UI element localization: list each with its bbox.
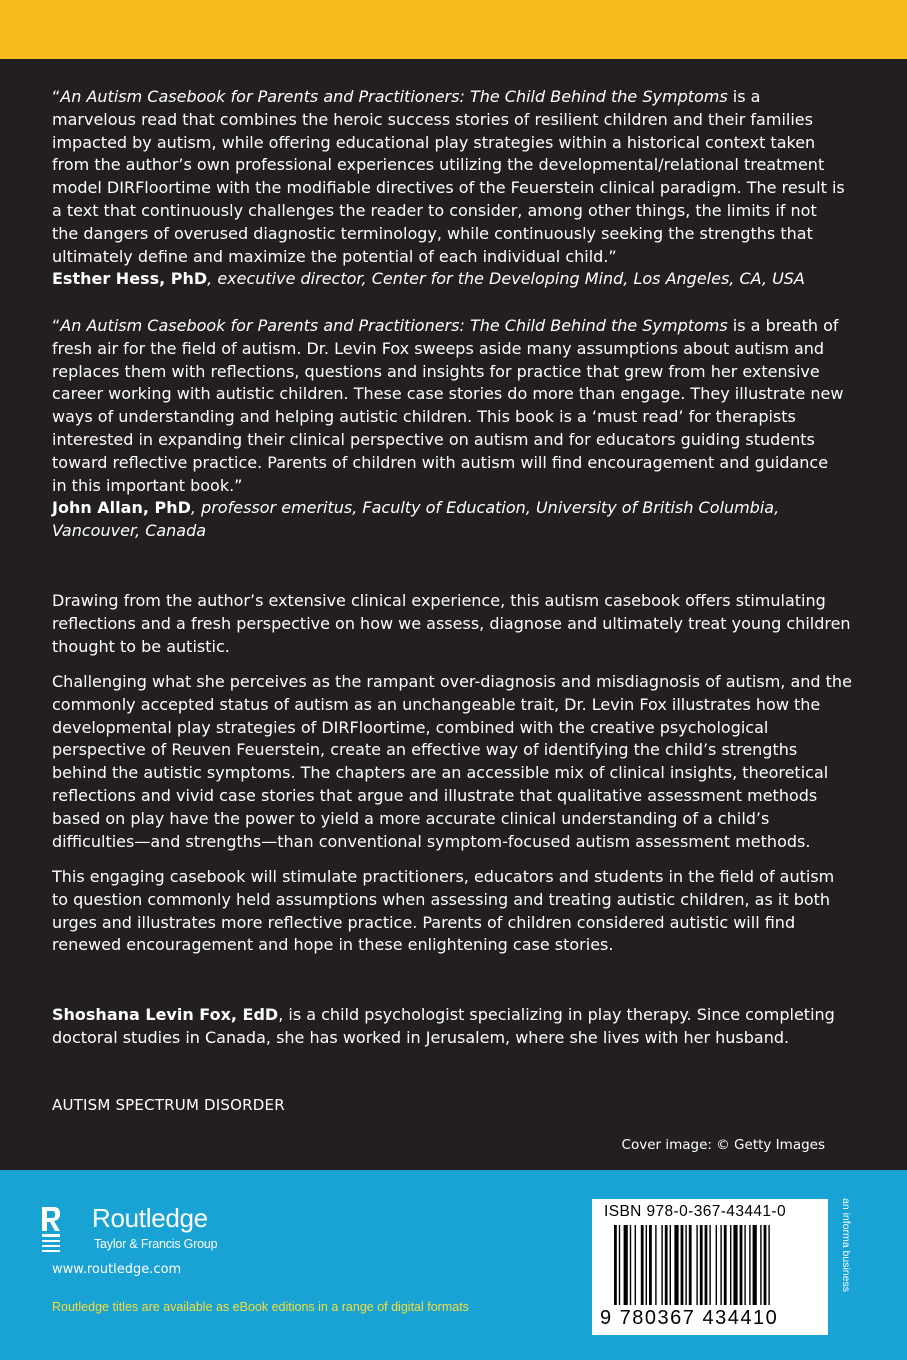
barcode-bar: [635, 1225, 636, 1305]
isbn-barcode: [592, 1199, 828, 1335]
barcode-bar: [760, 1225, 761, 1305]
publisher-group: Taylor & Francis Group: [94, 1237, 218, 1251]
barcode-bar: [764, 1225, 767, 1305]
author-bio: [52, 1004, 852, 1050]
endorsement-quote-2: [52, 315, 847, 543]
description-paragraph-3: This engaging casebook will stimulate practitioners, educators and students in the field of autism to question commonly held assumptions when assessing and treating autistic children, as it both urges and illustrates more reflective practice. Parents of children considered autistic will find renewed encouragement and hope in these enlightening case stories.: [52, 867, 835, 955]
barcode-bar: [670, 1225, 671, 1305]
barcode-bar: [681, 1225, 684, 1305]
description-paragraph-2: Challenging what she perceives as the rampant over-diagnosis and misdiagnosis of autism, and the commonly accepted status of autism as an unchangeable trait, Dr. Levin Fox illustrates how the developmental play strategies of DIRFloortime, combined with the creative psychological perspective of Reuven Feuerstein, create an effective way of identifying the child’s strengths behind the autistic symptoms. The chapters are an accessible mix of clinical insights, theoretical reflections and vivid case stories that argue and illustrate that qualitative assessment methods based on play have the power to yield a more accurate clinical understanding of a child’s difficulties—and strengths—than conventional symptom-focused autism assessment methods.: [52, 672, 852, 851]
barcode-bar: [730, 1225, 731, 1305]
barcode-bar: [614, 1225, 617, 1305]
ebook-note: Routledge titles are available as eBook editions in a range of digital formats: [52, 1300, 469, 1314]
quote-open-mark: “: [52, 87, 61, 106]
barcode-bar: [649, 1225, 652, 1305]
top-color-band: [0, 0, 907, 59]
barcode-bar: [700, 1225, 703, 1305]
barcode-bar: [744, 1225, 745, 1305]
author-bio-text: , is a child psychologist specializing in play therapy. Since completing doctoral studies in Canada, she has worked in Jerusalem, where she lives with her husband.: [52, 1005, 835, 1047]
barcode-bar: [655, 1225, 656, 1305]
quote-author: Esther Hess, PhD: [52, 269, 208, 289]
description-paragraph-1: Drawing from the author’s extensive clinical experience, this autism casebook offers stimulating reflections and a fresh perspective on how we assess, diagnose and ultimately treat young children thought to be autistic.: [52, 591, 851, 656]
author-name: Shoshana Levin Fox, EdD: [52, 1005, 279, 1024]
barcode-bar: [619, 1225, 620, 1305]
barcode-bar: [720, 1225, 721, 1305]
endorsement-quote-1: [52, 86, 847, 291]
barcode-bar: [630, 1225, 631, 1305]
barcode-bar: [661, 1225, 662, 1305]
barcode-bar: [696, 1225, 697, 1305]
barcode-bar: [740, 1225, 743, 1305]
barcode-bar: [685, 1225, 686, 1305]
barcode-bar: [646, 1225, 647, 1305]
barcode-digits: 9 780367 434410: [600, 1307, 779, 1329]
quote-book-title: An Autism Casebook for Parents and Practitioners: The Child Behind the Symptoms: [60, 87, 728, 106]
barcode-bar: [749, 1225, 750, 1305]
barcode-bars: [614, 1225, 814, 1311]
barcode-bar: [716, 1225, 717, 1305]
quote-book-title: An Autism Casebook for Parents and Practitioners: The Child Behind the Symptoms: [60, 316, 728, 335]
quote-affiliation: , executive director, Center for the Developing Mind, Los Angeles, CA, USA: [207, 269, 805, 289]
quote-open-mark: “: [52, 316, 61, 335]
barcode-bar: [753, 1225, 757, 1305]
publisher-logo: [40, 1203, 240, 1263]
quote-affiliation: , professor emeritus, Faculty of Education, University of British Columbia, Vancouver, Canada: [52, 498, 780, 541]
isbn-label: ISBN 978-0-367-43441-0: [604, 1203, 786, 1220]
quote-body: is a breath of fresh air for the field of autism. Dr. Levin Fox sweeps aside many assumptions about autism and replaces them with reflections, questions and insights for practice that grew from her extensive career working with autistic children. These case stories do more than engage. They illustrate new ways of understanding and helping autistic children. This book is a ‘must read’ for therapists interested in expanding their clinical perspective on autism and for educators guiding students toward reflective practice. Parents of children with autism will find encouragement and guidance in this important book.”: [52, 316, 844, 495]
barcode-bar: [674, 1225, 678, 1305]
barcode-bar: [689, 1225, 692, 1305]
barcode-bar: [724, 1225, 727, 1305]
cover-image-credit: Cover image: © Getty Images: [621, 1137, 825, 1153]
quote-body: is a marvelous read that combines the heroic success stories of resilient children and their families impacted by autism, while offering educational play strategies within a historical context taken from the author’s own professional experiences utilizing the developmental/relational treatment model DIRFloortime with the modifiable directives of the Feuerstein clinical paradigm. The result is a text that continuously challenges the reader to consider, among other things, the limits if not the dangers of overused diagnostic terminology, while continuously seeking the strengths that ultimately define and maximize the potential of each individual child.”: [52, 87, 845, 266]
barcode-bar: [624, 1225, 628, 1305]
routledge-r-icon: [40, 1203, 62, 1255]
barcode-bar: [665, 1225, 668, 1305]
barcode-bar: [768, 1225, 769, 1305]
barcode-bar: [705, 1225, 708, 1305]
informa-text: an informa business: [840, 1198, 852, 1292]
publisher-name: Routledge: [92, 1203, 208, 1233]
barcode-bar: [733, 1225, 737, 1305]
informa-tagline: [838, 1198, 852, 1338]
publisher-website: www.routledge.com: [52, 1262, 182, 1277]
barcode-bar: [641, 1225, 644, 1305]
barcode-bar: [709, 1225, 710, 1305]
subject-category: AUTISM SPECTRUM DISORDER: [52, 1096, 285, 1114]
quote-author: John Allan, PhD: [52, 498, 191, 518]
